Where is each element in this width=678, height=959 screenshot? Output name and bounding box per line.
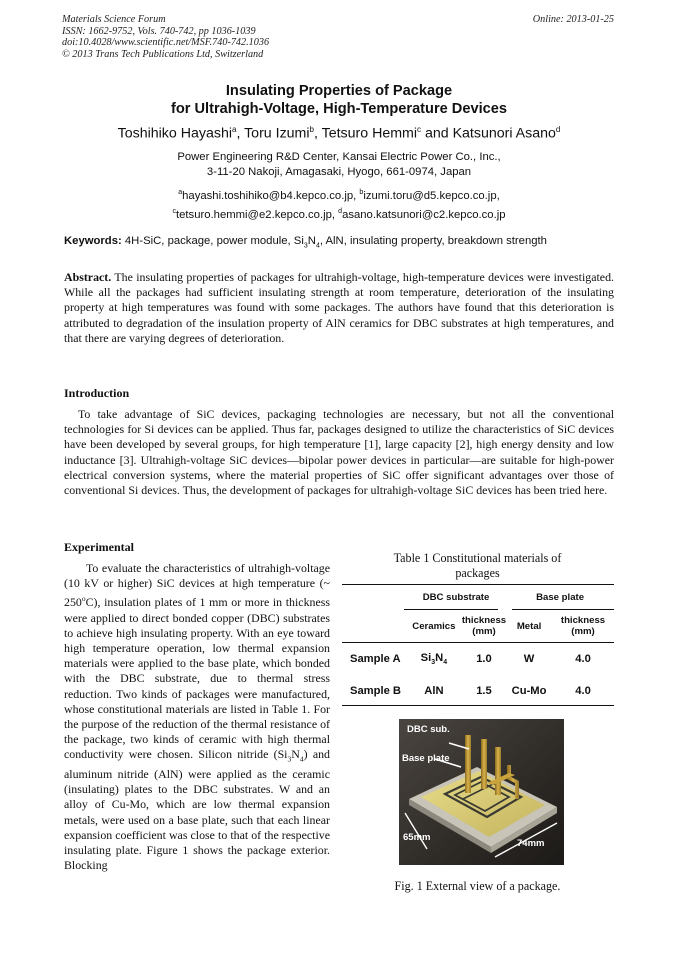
- row-label: Sample B: [350, 685, 401, 697]
- terminal-lead: [495, 747, 501, 795]
- label-base-plate: Base plate: [402, 753, 450, 764]
- abstract-label: Abstract.: [64, 270, 112, 284]
- email-sup: c: [172, 207, 176, 215]
- degree-sup: o: [81, 594, 86, 604]
- author-sep: ,: [236, 125, 245, 142]
- table-caption-line-1: Table 1 Constitutional materials of: [393, 551, 562, 565]
- paper-title: [40, 82, 638, 118]
- col-header-thickness-2: [552, 609, 614, 643]
- col-header-unit: (mm): [571, 626, 595, 637]
- title-line-1: Insulating Properties of Package: [225, 83, 453, 99]
- formula-sub: 4: [299, 754, 304, 764]
- experimental-part: N: [291, 747, 300, 762]
- col-header-ceramics: Ceramics: [412, 620, 456, 632]
- abstract-text: The insulating properties of packages for ultrahigh-voltage, high-temperature devices were investigated. While all the packages had sufficient insulating strength at room temperature, deterioration of the insulating property at high temperatures was found with some packages. The authors have found that this deterioration is attributed to degradation of the insulation property of AlN ceramics for DBC substrates at high temperatures, and that there are varying degrees of deterioration.: [64, 270, 614, 345]
- group-header-dbc: DBC substrate: [422, 591, 490, 603]
- cell-thickness-1: 1.0: [476, 653, 492, 665]
- label-65mm: 65mm: [403, 832, 431, 843]
- group-header-base: Base plate: [536, 591, 585, 603]
- cell-sub: 4: [443, 659, 448, 667]
- journal-issn: ISSN: 1662-9752, Vols. 740-742, pp 1036-1039: [62, 25, 256, 37]
- cell-thickness-2: 4.0: [575, 653, 591, 665]
- keywords-text: N: [307, 235, 316, 247]
- author-sup: b: [309, 125, 314, 134]
- label-74mm: 74mm: [517, 838, 545, 849]
- author-sep: and: [421, 125, 453, 142]
- label-dbc-sub: DBC sub.: [407, 724, 450, 735]
- table-group-header: [342, 585, 614, 609]
- affiliation: [40, 150, 638, 180]
- keywords-text: 4H-SiC, package, power module, Si: [121, 235, 304, 247]
- email-address[interactable]: tetsuro.hemmi@e2.kepco.co.jp: [175, 208, 332, 221]
- abstract: [64, 270, 614, 346]
- col-header-thickness-1: [462, 609, 506, 643]
- cell-sub: 3: [431, 659, 436, 667]
- table-row: [342, 643, 614, 675]
- email-sup: b: [359, 189, 364, 196]
- col-header-text: thickness: [560, 615, 606, 626]
- experimental-part: ) and aluminum nitride (AlN) were applied as the ceramic (insulating) plates to the DBC substrates. W and an alloy of Cu-Mo, which are low thermal expansion metals, were used on a base plate, such that each linear expansion coefficient was close to that of the respective insulating plate. Figure 1 shows the package exterior. Blocking: [64, 747, 330, 873]
- cell-text: N: [435, 651, 444, 664]
- affiliation-line-1: Power Engineering R&D Center, Kansai Electric Power Co., Inc.,: [177, 151, 501, 163]
- row-label: Sample A: [350, 653, 401, 665]
- formula-sub: 3: [287, 754, 292, 764]
- col-header-text: thickness: [461, 615, 507, 626]
- table-corner: [342, 585, 406, 609]
- keywords-label: Keywords:: [64, 235, 122, 247]
- author-name: Toshihiko Hayashi: [117, 125, 232, 142]
- author-sup: c: [417, 125, 422, 134]
- cell-text: Si: [420, 651, 432, 664]
- author-name: Tetsuro Hemmi: [321, 125, 418, 142]
- author-name: Katsunori Asano: [452, 125, 556, 142]
- author-list: [40, 125, 638, 142]
- author-emails: [40, 185, 638, 223]
- email-sup: a: [178, 189, 183, 196]
- journal-header: [62, 14, 269, 60]
- online-date: Online: 2013-01-25: [532, 14, 614, 25]
- author-sup: a: [232, 125, 237, 134]
- terminal-lead: [465, 735, 471, 793]
- table-caption: [345, 551, 610, 581]
- email-address[interactable]: asano.katsunori@c2.kepco.co.jp: [342, 208, 506, 221]
- keywords-sub: 3: [303, 242, 308, 250]
- email-line-1: $^a$hayashi.toshihiko@b4.kepco.co.jp, $^b$izumi.toru@d5.kepco.co.jp,: [178, 189, 500, 202]
- author-sep: ,: [313, 125, 322, 142]
- email-sup: d: [338, 207, 343, 215]
- affiliation-line-2: 3-11-20 Nakoji, Amagasaki, Hyogo, 661-0974, Japan: [206, 166, 472, 178]
- author-sup: d: [555, 125, 561, 134]
- cell-thickness-1: 1.5: [476, 685, 492, 697]
- table-corner: [342, 609, 406, 643]
- keywords: [64, 235, 624, 249]
- table-caption-line-2: packages: [455, 566, 500, 580]
- keywords-sub: 4: [315, 242, 320, 250]
- cell-ceramic: [406, 643, 462, 675]
- cell-metal: Cu-Mo: [511, 685, 547, 697]
- col-header-unit: (mm): [472, 626, 496, 637]
- email-line-2: $^c$tetsuro.hemmi@e2.kepco.co.jp, $^d$asano.katsunori@c2.kepco.co.jp: [172, 207, 506, 221]
- introduction-text: To take advantage of SiC devices, packaging technologies are necessary, but not all the conventional technologies for Si devices can be applied. Thus far, packages designed to utilize the characteristics of SiC devices have been developed by several groups, for high temperature [1], large capacity [2], high energy density and low inductance [3]. Ultrahigh-voltage SiC devices—bipolar power devices in particular—are suitable for high-power electrical conversion systems, where the material properties of SiC offer significant advantages over those of conventional Si devices. Thus, the development of packages for ultrahigh-voltage SiC devices has been tried here.: [64, 407, 614, 498]
- experimental-heading: Experimental: [64, 540, 134, 554]
- package-photo: [399, 719, 564, 865]
- introduction-heading: Introduction: [64, 386, 130, 400]
- cell-thickness-2: 4.0: [575, 685, 591, 697]
- figure-caption: Fig. 1 External view of a package.: [394, 879, 561, 893]
- email-address[interactable]: izumi.toru@d5.kepco.co.jp: [363, 189, 497, 202]
- cell-metal: W: [523, 653, 535, 665]
- email-address[interactable]: hayashi.toshihiko@b4.kepco.co.jp: [182, 189, 354, 202]
- table-column-header: [342, 609, 614, 643]
- table-row: [342, 675, 614, 707]
- author-name: Toru Izumi: [244, 125, 310, 142]
- col-header-metal: Metal: [516, 620, 542, 632]
- experimental-part: To evaluate the characteristics of ultrahigh-voltage (10 kV or higher) SiC devices at high temperature (~ 250: [64, 561, 330, 610]
- journal-doi: doi:10.4028/www.scientific.net/MSF.740-742.1036: [62, 37, 270, 48]
- materials-table: [342, 585, 614, 707]
- journal-name: Materials Science Forum: [62, 14, 166, 25]
- cell-ceramic: AlN: [424, 685, 444, 697]
- experimental-text: [64, 561, 330, 873]
- journal-copyright: © 2013 Trans Tech Publications Ltd, Switzerland: [62, 48, 264, 60]
- keywords-text: , AlN, insulating property, breakdown strength: [319, 235, 547, 247]
- experimental-part: C), insulation plates of 1 mm or more in thickness were applied to direct bonded copper (DBC) substrates to achieve high insulating property. With an eye toward high temperature operation, low thermal expansion materials were applied to the base plate, which bonded with the DBC substrate, due to thermal stress reduction. Two kinds of packages were manufactured, whose constitutional materials are listed in Table 1. For the purpose of the reduction of the thermal resistance of the package, two kinds of ceramic with high thermal conductivity were chosen. Silicon nitride (Si: [64, 595, 330, 762]
- title-line-2: for Ultrahigh-Voltage, High-Temperature Devices: [171, 101, 507, 117]
- terminal-lead: [481, 739, 487, 789]
